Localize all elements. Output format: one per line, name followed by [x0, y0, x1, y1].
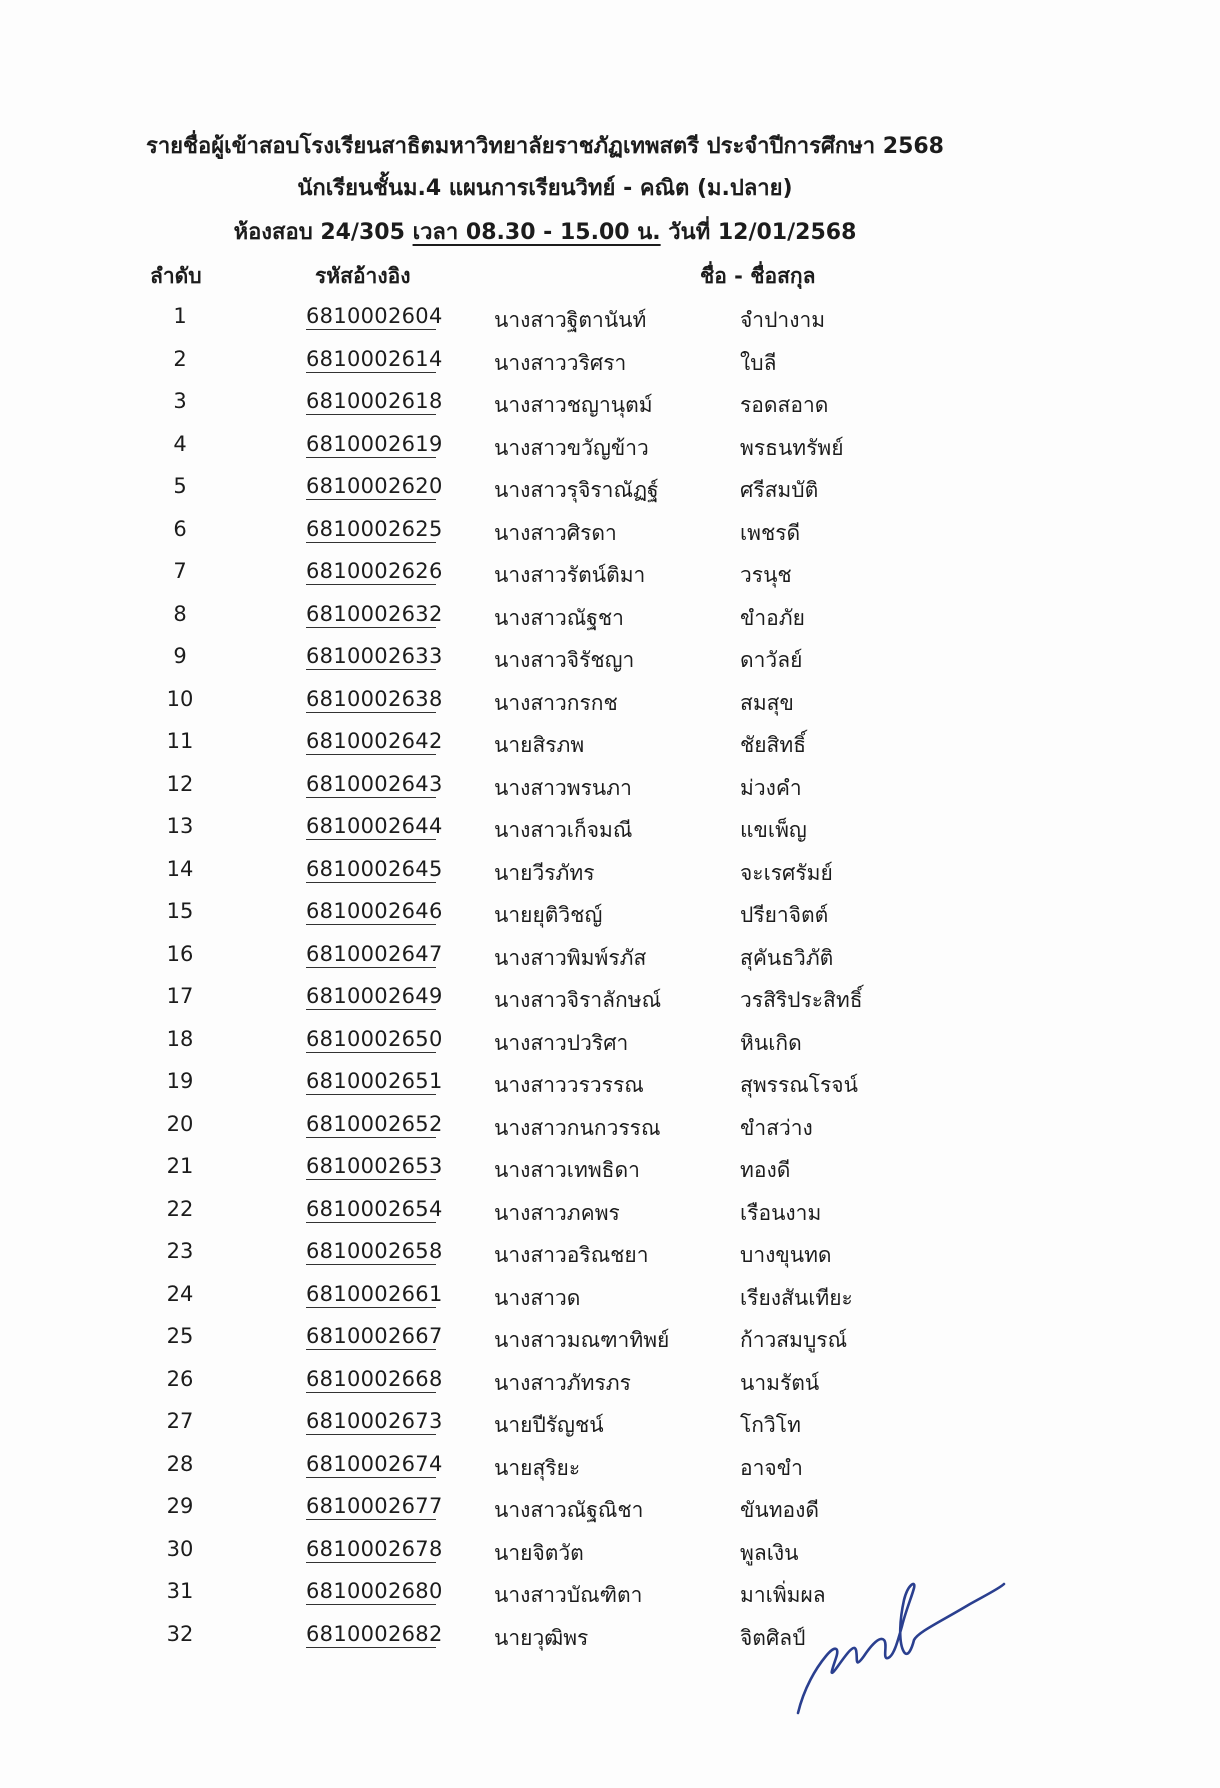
column-header-no: ลำดับ [150, 264, 202, 288]
student-last-name: ขำอภัย [740, 605, 805, 630]
row-number: 4 [173, 431, 187, 456]
student-last-name: ขำสว่าง [740, 1115, 813, 1140]
row-number: 8 [173, 601, 187, 626]
reference-code: 6810002633 [306, 644, 443, 668]
table-row [0, 1276, 1220, 1319]
reference-code: 6810002668 [306, 1366, 443, 1391]
row-number: 3 [173, 389, 187, 413]
reference-code: 6810002643 [306, 771, 443, 796]
table-row [0, 511, 1220, 554]
student-first-name: นางสาวกนกวรรณ [494, 1115, 661, 1140]
row-number: 2 [173, 346, 187, 371]
reference-code: 6810002661 [306, 1281, 443, 1306]
student-last-name: โกวิโท [740, 1413, 801, 1437]
student-first-name: นางสาวด [494, 1285, 581, 1310]
student-last-name: ปรียาจิตต์ [740, 903, 829, 927]
student-first-name: นางสาวชญานุตม์ [494, 393, 653, 417]
table-row [0, 638, 1220, 681]
student-last-name: บางขุนทด [740, 1243, 832, 1267]
row-number: 10 [166, 686, 194, 711]
reference-code: 6810002626 [306, 559, 443, 583]
reference-code: 6810002619 [306, 431, 443, 456]
student-last-name: ขันทองดี [740, 1498, 820, 1522]
row-number: 5 [173, 474, 187, 498]
reference-code: 6810002618 [306, 389, 443, 413]
reference-code: 6810002646 [306, 899, 443, 923]
row-number: 9 [173, 644, 187, 668]
table-row [0, 553, 1220, 596]
student-first-name: นางสาวเทพธิดา [494, 1158, 640, 1182]
student-first-name: นายปีรัญชน์ [494, 1413, 604, 1437]
signature [790, 1548, 1010, 1718]
student-first-name: นายสิรภพ [494, 733, 585, 757]
student-last-name: เรือนงาม [740, 1200, 822, 1225]
student-last-name: วรนุช [740, 563, 792, 587]
row-number: 20 [166, 1111, 194, 1136]
exam-room: ห้องสอบ 24/305 [233, 220, 405, 245]
table-row [0, 341, 1220, 384]
row-number: 26 [166, 1366, 194, 1391]
student-first-name: นางสาววรวรรณ [494, 1073, 644, 1097]
row-number: 25 [166, 1324, 194, 1348]
exam-time: เวลา 08.30 - 15.00 น. [412, 220, 661, 245]
student-last-name: ทองดี [740, 1158, 791, 1182]
reference-code: 6810002654 [306, 1196, 443, 1221]
student-last-name: แขเพ็ญ [740, 818, 807, 842]
row-number: 16 [166, 941, 194, 966]
table-row [0, 426, 1220, 469]
table-row [0, 1446, 1220, 1489]
reference-code: 6810002642 [306, 729, 443, 753]
table-row [0, 383, 1220, 426]
reference-code: 6810002658 [306, 1239, 443, 1263]
reference-code: 6810002647 [306, 941, 443, 966]
student-last-name: ม่วงคำ [740, 775, 802, 800]
student-last-name: จะเรศรัมย์ [740, 860, 833, 885]
student-first-name: นายจิตวัต [494, 1540, 584, 1565]
student-first-name: นางสาวศิรดา [494, 520, 617, 545]
reference-code: 6810002652 [306, 1111, 443, 1136]
student-first-name: นางสาวณัฐณิชา [494, 1498, 644, 1522]
reference-code: 6810002644 [306, 814, 443, 838]
exam-room-line [0, 214, 1090, 249]
student-last-name: ใบลี [740, 350, 777, 375]
student-last-name: อาจขำ [740, 1455, 803, 1480]
table-row [0, 1106, 1220, 1149]
student-first-name: นางสาวปวริศา [494, 1030, 629, 1055]
reference-code: 6810002649 [306, 984, 443, 1008]
row-number: 29 [166, 1494, 194, 1518]
table-row [0, 1531, 1220, 1574]
table-row [0, 1361, 1220, 1404]
student-last-name: รอดสอาด [740, 393, 829, 417]
row-number: 30 [166, 1536, 194, 1561]
column-header-name: ชื่อ - ชื่อสกุล [700, 264, 816, 288]
student-first-name: นางสาวเก็จมณี [494, 818, 633, 842]
row-number: 19 [166, 1069, 194, 1093]
table-row [0, 468, 1220, 511]
row-number: 18 [166, 1026, 194, 1051]
student-first-name: นางสาวฐิตานันท์ [494, 308, 647, 332]
student-list [0, 298, 1220, 1658]
student-first-name: นายวีรภัทร [494, 860, 595, 885]
reference-code: 6810002680 [306, 1579, 443, 1603]
reference-code: 6810002651 [306, 1069, 443, 1093]
student-first-name: นายยุติวิชญ์ [494, 903, 603, 927]
table-row [0, 1488, 1220, 1531]
student-last-name: ชัยสิทธิ์ [740, 733, 807, 757]
reference-code: 6810002677 [306, 1494, 443, 1518]
row-number: 22 [166, 1196, 194, 1221]
row-number: 1 [173, 304, 187, 328]
student-first-name: นางสาวขวัญข้าว [494, 435, 649, 460]
exam-date: วันที่ 12/01/2568 [668, 220, 857, 245]
student-last-name: หินเกิด [740, 1030, 802, 1055]
student-first-name: นางสาวอริณชยา [494, 1243, 649, 1267]
row-number: 21 [166, 1154, 194, 1178]
row-number: 14 [166, 856, 194, 881]
student-last-name: สมสุข [740, 690, 794, 715]
student-first-name: นางสาวพรนภา [494, 775, 632, 800]
row-number: 11 [166, 729, 194, 753]
student-last-name: จิตศิลป์ [740, 1625, 806, 1650]
row-number: 27 [166, 1409, 194, 1433]
reference-code: 6810002604 [306, 304, 443, 328]
reference-code: 6810002632 [306, 601, 443, 626]
reference-code: 6810002673 [306, 1409, 443, 1433]
row-number: 23 [166, 1239, 194, 1263]
row-number: 12 [166, 771, 194, 796]
reference-code: 6810002620 [306, 474, 443, 498]
table-row [0, 298, 1220, 341]
student-last-name: มาเพิ่มผล [740, 1583, 826, 1607]
document-title: รายชื่อผู้เข้าสอบโรงเรียนสาธิตมหาวิทยาลัยราชภัฏเทพสตรี ประจำปีการศึกษา 2568 [146, 134, 944, 159]
student-last-name: สุพรรณโรจน์ [740, 1073, 858, 1097]
student-last-name: เรียงสันเทียะ [740, 1285, 853, 1310]
student-last-name: ก้าวสมบูรณ์ [740, 1328, 848, 1352]
student-first-name: นายสุริยะ [494, 1455, 581, 1480]
column-header-ref: รหัสอ้างอิง [315, 264, 411, 288]
student-first-name: นางสาวณัฐชา [494, 605, 624, 630]
table-row [0, 723, 1220, 766]
reference-code: 6810002682 [306, 1621, 443, 1646]
student-first-name: นางสาวภคพร [494, 1200, 620, 1225]
table-row [0, 1318, 1220, 1361]
student-first-name: นางสาวภัทรภร [494, 1370, 631, 1395]
table-row [0, 1063, 1220, 1106]
row-number: 24 [166, 1281, 194, 1306]
student-last-name: สุคันธวิภัติ [740, 945, 834, 970]
table-row [0, 766, 1220, 809]
table-row [0, 851, 1220, 894]
row-number: 31 [166, 1579, 194, 1603]
reference-code: 6810002650 [306, 1026, 443, 1051]
student-first-name: นางสาวพิมพ์รภัส [494, 945, 647, 970]
table-row [0, 978, 1220, 1021]
table-row [0, 808, 1220, 851]
table-row [0, 1403, 1220, 1446]
table-row [0, 1021, 1220, 1064]
reference-code: 6810002645 [306, 856, 443, 881]
reference-code: 6810002625 [306, 516, 443, 541]
table-row [0, 681, 1220, 724]
student-first-name: นายวุฒิพร [494, 1625, 589, 1650]
reference-code: 6810002674 [306, 1451, 443, 1476]
table-row [0, 1233, 1220, 1276]
student-first-name: นางสาวรัตน์ติมา [494, 563, 646, 587]
reference-code: 6810002678 [306, 1536, 443, 1561]
table-row [0, 1616, 1220, 1659]
student-first-name: นางสาวรุจิราณัฏฐ์ [494, 478, 659, 502]
table-row [0, 596, 1220, 639]
reference-code: 6810002638 [306, 686, 443, 711]
document-subtitle: นักเรียนชั้นม.4 แผนการเรียนวิทย์ - คณิต (ม.ปลาย) [297, 176, 793, 201]
row-number: 28 [166, 1451, 194, 1476]
student-last-name: จำปางาม [740, 308, 826, 332]
reference-code: 6810002667 [306, 1324, 443, 1348]
student-last-name: ดาวัลย์ [740, 648, 803, 672]
student-last-name: พรธนทรัพย์ [740, 435, 844, 460]
row-number: 13 [166, 814, 194, 838]
row-number: 6 [173, 516, 187, 541]
student-first-name: นางสาวมณฑาทิพย์ [494, 1328, 670, 1352]
student-first-name: นางสาวบัณฑิตา [494, 1583, 643, 1607]
row-number: 32 [166, 1621, 194, 1646]
row-number: 15 [166, 899, 194, 923]
reference-code: 6810002653 [306, 1154, 443, 1178]
student-first-name: นางสาวกรกช [494, 690, 618, 715]
student-first-name: นางสาวจิรัชญา [494, 648, 635, 672]
student-first-name: นางสาววริศรา [494, 350, 627, 375]
table-row [0, 1148, 1220, 1191]
table-row [0, 1573, 1220, 1616]
row-number: 7 [173, 559, 187, 583]
student-last-name: นามรัตน์ [740, 1370, 820, 1395]
table-row [0, 936, 1220, 979]
student-last-name: พูลเงิน [740, 1540, 799, 1565]
student-last-name: เพชรดี [740, 520, 801, 545]
table-row [0, 1191, 1220, 1234]
student-first-name: นางสาวจิราลักษณ์ [494, 988, 662, 1012]
table-row [0, 893, 1220, 936]
reference-code: 6810002614 [306, 346, 443, 371]
row-number: 17 [166, 984, 194, 1008]
student-last-name: ศรีสมบัติ [740, 478, 819, 502]
student-last-name: วรสิริประสิทธิ์ [740, 988, 863, 1012]
